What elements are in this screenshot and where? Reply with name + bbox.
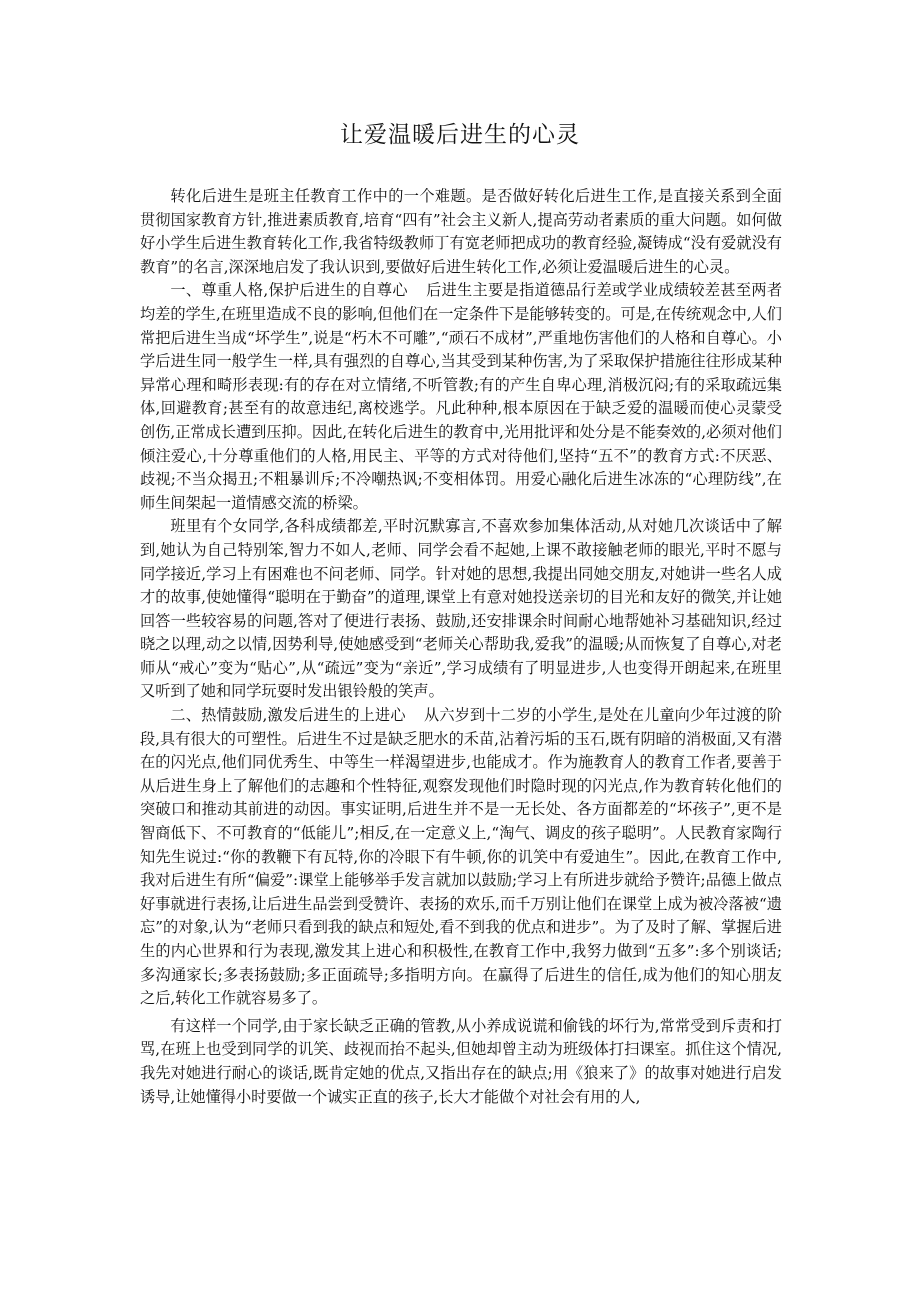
- paragraph-case-2: [140, 1015, 782, 1109]
- paragraph-intro: [140, 185, 782, 279]
- paragraph-text: 转化后进生是班主任教育工作中的一个难题。是否做好转化后进生工作,是直接关系到全面贯彻国家教育方针,推进素质教育,培育“四有”社会主义新人,提高劳动者素质的重大问题。如何做好小学生后进生教育转化工作,我省特级教师丁有宽老师把成功的教育经验,凝铸成“没有爱就没有教育”的名言,深深地启发了我认识到,要做好后进生转化工作,必须让爱温暖后进生的心灵。: [140, 187, 782, 276]
- paragraph-text: 有这样一个同学,由于家长缺乏正确的管教,从小养成说谎和偷钱的坏行为,常常受到斥责和打骂,在班上也受到同学的讥笑、歧视而抬不起头,但她却曾主动为班级体打扫课室。抓住这个情况,我先对她进行耐心的谈话,既肯定她的优点,又指出存在的缺点;用《狼来了》的故事对她进行启发诱导,让她懂得小时要做一个诚实正直的孩子,长大才能做个对社会有用的人,: [140, 1016, 782, 1106]
- document-body: [140, 185, 782, 1109]
- paragraph-text: 后进生主要是指道德品行差或学业成绩较差甚至两者均差的学生,在班里造成不良的影响,但他们在一定条件下是能够转变的。可是,在传统观念中,人们常把后进生当成“坏学生”,说是“朽木不可雕”,“顽石不成材”,严重地伤害他们的人格和自尊心。小学后进生同一般学生一样,具有强烈的自尊心,当其受到某种伤害,为了采取保护措施往往形成某种异常心理和畸形表现:有的存在对立情绪,不听管教;有的产生自卑心理,消极沉闷;有的采取疏远集体,回避教育;甚至有的故意违纪,离校逃学。凡此种种,根本原因在于缺乏爱的温暖而使心灵蒙受创伤,正常成长遭到压抑。因此,在转化后进生的教育中,光用批评和处分是不能奏效的,必须对他们倾注爱心,十分尊重他们的人格,用民主、平等的方式对待他们,坚持“五不”的教育方式:不厌恶、歧视;不当众揭丑;不粗暴训斥;不冷嘲热讽;不变相体罚。用爱心融化后进生冰冻的“心理防线”,在师生间架起一道情感交流的桥梁。: [140, 281, 783, 512]
- paragraph-text: 从六岁到十二岁的小学生,是处在儿童向少年过渡的阶段,具有很大的可塑性。后进生不过是缺乏肥水的禾苗,沾着污垢的玉石,既有阴暗的消极面,又有潜在的闪光点,他们同优秀生、中等生一样渴望进步,也能成才。作为施教育人的教育工作者,要善于从后进生身上了解他们的志趣和个性特征,观察发现他们时隐时现的闪光点,作为教育转化他们的突破口和推动其前进的动因。事实证明,后进生并不是一无长处、各方面都差的“坏孩子”,更不是智商低下、不可教育的“低能儿”;相反,在一定意义上,“淘气、调皮的孩子聪明”。人民教育家陶行知先生说过:“你的教鞭下有瓦特,你的冷眼下有牛顿,你的讥笑中有爱迪生”。因此,在教育工作中,我对后进生有所“偏爱”:课堂上能够举手发言就加以鼓励;学习上有所进步就给予赞许;品德上做点好事就进行表扬,让后进生品尝到受赞许、表扬的欢乐,而千万别让他们在课堂上成为被冷落被“遗忘”的对象,认为“老师只看到我的缺点和短处,看不到我的优点和进步”。为了及时了解、掌握后进生的内心世界和行为表现,激发其上进心和积极性,在教育工作中,我努力做到“五多”:多个别谈话;多沟通家长;多表扬鼓励;多正面疏导;多指明方向。在赢得了后进生的信任,成为他们的知心朋友之后,转化工作就容易多了。: [140, 706, 783, 1008]
- section-heading: 一、尊重人格,保护后进生的自尊心: [170, 281, 408, 300]
- paragraph-text: 班里有个女同学,各科成绩都差,平时沉默寡言,不喜欢参加集体活动,从对她几次谈话中了解到,她认为自己特别笨,智力不如人,老师、同学会看不起她,上课不敢接触老师的眼光,平时不愿与同学接近,学习上有困难也不问老师、同学。针对她的思想,我提出同她交朋友,对她讲一些名人成才的故事,使她懂得“聪明在于勤奋”的道理,课堂上有意对她投送亲切的目光和友好的微笑,并让她回答一些较容易的问题,答对了便进行表扬、鼓励,还安排课余时间耐心地帮她补习基础知识,经过晓之以理,动之以情,因势利导,使她感受到“老师关心帮助我,爱我”的温暖;从而恢复了自尊心,对老师从“戒心”变为“贴心”,从“疏远”变为“亲近”,学习成绩有了明显进步,人也变得开朗起来,在班里又听到了她和同学玩耍时发出银铃般的笑声。: [140, 517, 782, 701]
- paragraph-section-2: [140, 704, 782, 1011]
- paragraph-section-1: [140, 279, 782, 515]
- document-title: 让爱温暖后进生的心灵: [340, 122, 580, 148]
- section-heading: 二、热情鼓励,激发后进生的上进心: [170, 706, 406, 725]
- paragraph-case-1: [140, 515, 782, 704]
